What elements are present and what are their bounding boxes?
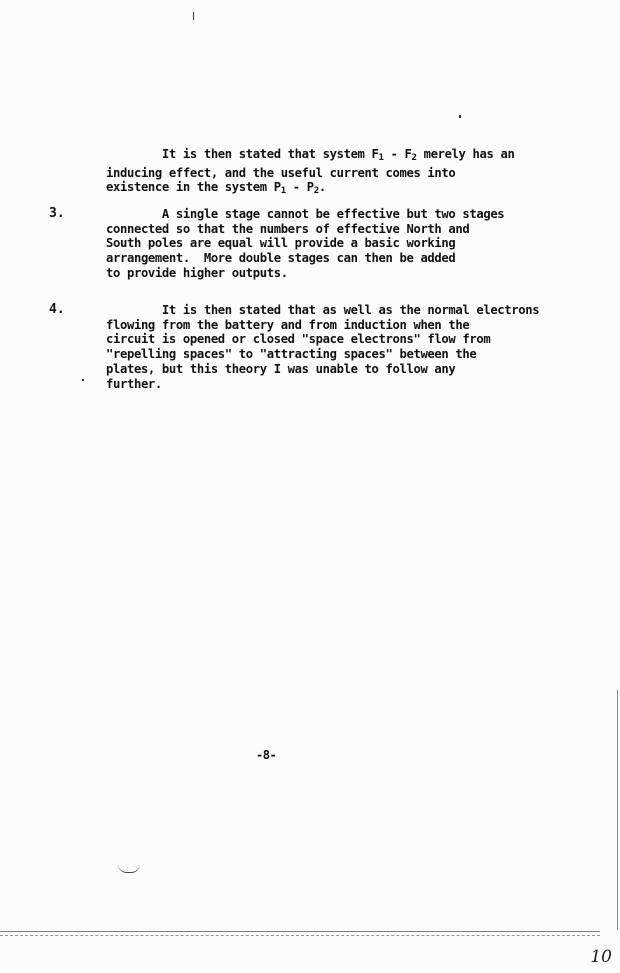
- para4-line: "repelling spaces" to "attracting spaces" between the: [106, 347, 477, 362]
- para1-line1: [106, 147, 514, 161]
- page-edge-line: [617, 690, 618, 930]
- para1-subscript-2: 2: [411, 153, 417, 163]
- scan-dot: [459, 115, 461, 118]
- para1-line1-text-c: merely has an: [416, 147, 515, 161]
- para4-line: It is then stated that as well as the normal electrons: [106, 303, 540, 317]
- scan-dot: [82, 379, 84, 381]
- para4-line: circuit is opened or closed "space electrons" flow from: [106, 332, 491, 347]
- para1-line3: [106, 180, 326, 197]
- paragraph-system-f: [106, 147, 556, 199]
- para4-line: plates, but this theory I was unable to follow any: [106, 361, 456, 376]
- para4-line: flowing from the battery and from induction when the: [106, 317, 470, 332]
- para3-line: South poles are equal will provide a basic working: [106, 236, 456, 251]
- handwritten-page-number: 10: [590, 947, 612, 967]
- paragraph-single-stage: [106, 207, 556, 281]
- paragraph-space-electrons: [106, 303, 556, 391]
- para1-subscript-3: 1: [280, 186, 286, 197]
- para3-line: arrangement. More double stages can then be added: [106, 251, 456, 266]
- page-number: -8-: [256, 748, 277, 762]
- para1-line2: inducing effect, and the useful current comes into: [106, 165, 456, 180]
- scan-mark: [193, 12, 194, 20]
- paragraph-number-4: 4.: [49, 302, 65, 317]
- paragraph-number-3: 3.: [49, 206, 65, 221]
- para1-subscript-4: 2: [313, 186, 319, 197]
- para1-line1-text-a: It is then stated that system F: [106, 147, 379, 161]
- para1-line1-text-b: - F: [383, 147, 412, 161]
- bottom-rule: [0, 931, 600, 936]
- para1-line3-text-b: - P: [285, 180, 314, 195]
- para4-line: further.: [106, 376, 162, 391]
- para1-subscript-1: 1: [378, 153, 384, 163]
- para3-line: to provide higher outputs.: [106, 265, 288, 280]
- pen-stroke-mark: [118, 864, 140, 873]
- para1-line3-text-c: .: [318, 180, 326, 195]
- para1-line3-text-a: existence in the system P: [106, 180, 281, 195]
- para3-line: A single stage cannot be effective but two stages: [106, 207, 505, 221]
- para3-line: connected so that the numbers of effective North and: [106, 221, 470, 236]
